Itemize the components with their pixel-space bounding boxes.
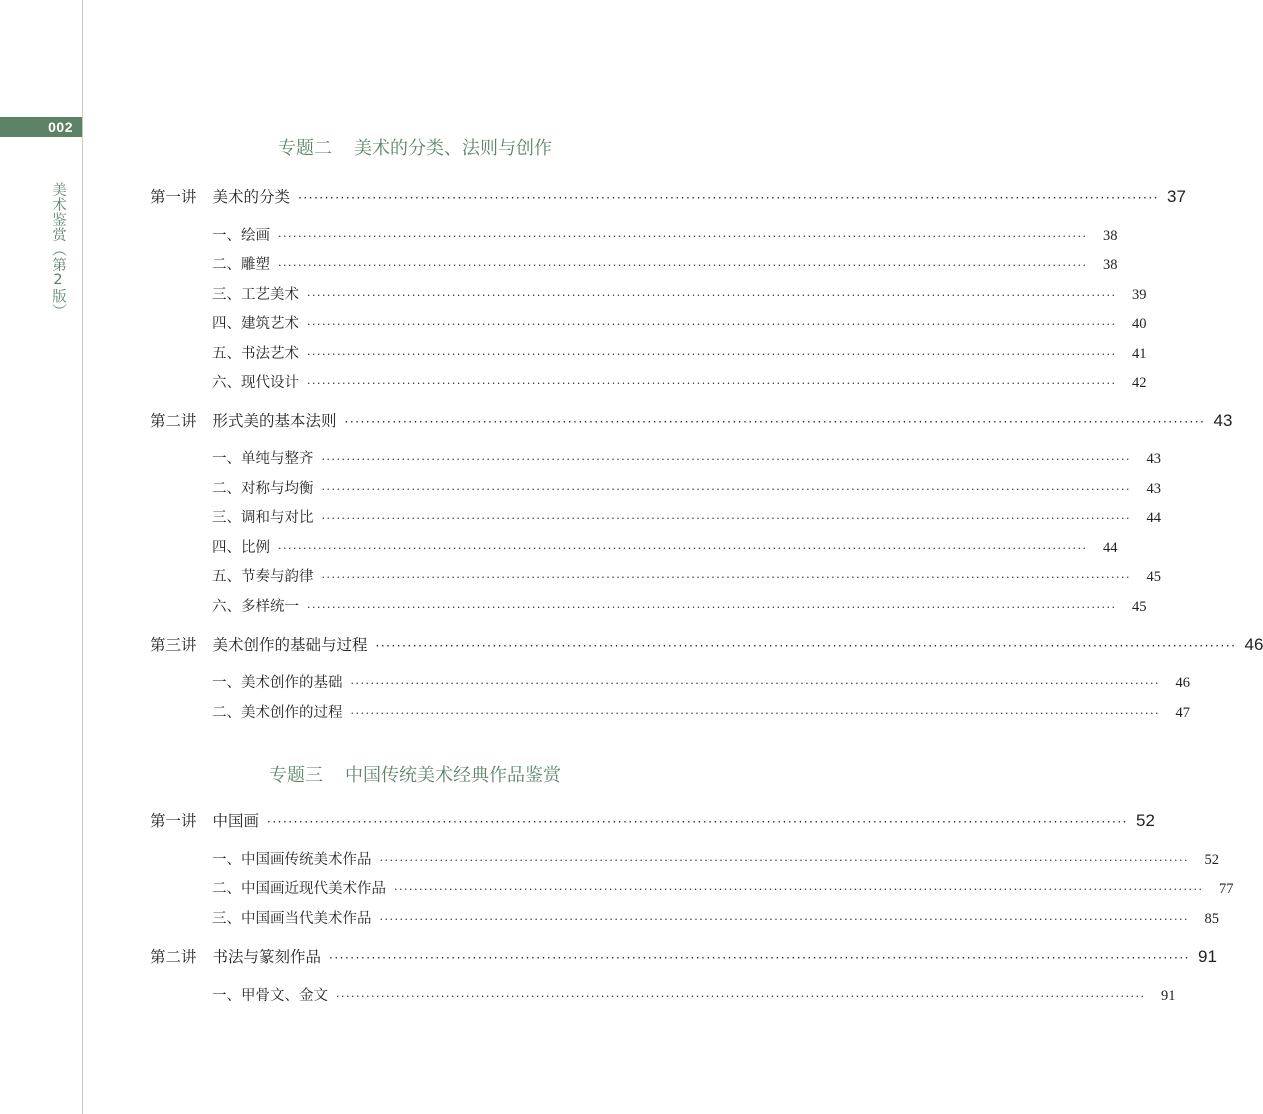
section-title: 六、多样统一 [212, 599, 299, 615]
leader-dots: ·································································································································································· [267, 815, 1128, 829]
section-title: 三、调和与对比 [212, 510, 314, 526]
toc-section-entry[interactable] [212, 477, 1161, 498]
section-title: 四、比例 [212, 540, 270, 556]
page-ref: 39 [1131, 287, 1147, 303]
toc-section-entry[interactable] [212, 312, 1147, 333]
topic-label: 专题三 [269, 765, 323, 786]
leader-dots: ·································································································································································· [329, 951, 1190, 965]
page-ref: 85 [1204, 911, 1219, 927]
section-title: 一、绘画 [212, 228, 270, 244]
lecture-number: 第一讲 [150, 188, 197, 206]
page-ref: 45 [1146, 569, 1161, 585]
lecture-title: 美术创作的基础与过程 [212, 636, 368, 654]
section-title: 四、建筑艺术 [212, 316, 299, 332]
lecture-number: 第二讲 [150, 948, 197, 966]
leader-dots: ·································································································································································· [394, 883, 1204, 896]
page-ref: 44 [1102, 540, 1118, 556]
leader-dots: ·································································································································································· [278, 259, 1088, 272]
leader-dots: ·································································································································································· [350, 677, 1160, 690]
topic-heading [150, 134, 680, 160]
page-ref: 91 [1197, 947, 1217, 966]
page-ref: 91 [1160, 988, 1176, 1004]
toc-section-entry[interactable] [212, 447, 1161, 468]
toc-lecture-entry[interactable] [150, 809, 1155, 831]
lecture-number: 第二讲 [150, 412, 197, 430]
page-ref: 38 [1102, 257, 1118, 273]
toc-section-entry[interactable] [212, 536, 1118, 557]
toc-section-entry[interactable] [212, 342, 1147, 363]
leader-dots: ·································································································································································· [379, 854, 1189, 867]
toc-section-entry[interactable] [212, 907, 1219, 928]
toc-section-entry[interactable] [212, 701, 1190, 722]
page-ref: 42 [1131, 375, 1147, 391]
section-title: 二、中国画近现代美术作品 [212, 881, 386, 897]
toc-section-entry[interactable] [212, 253, 1118, 274]
page-ref: 47 [1175, 705, 1190, 721]
leader-dots: ·································································································································································· [336, 990, 1146, 1003]
page-ref: 43 [1213, 411, 1233, 430]
page-ref: 46 [1175, 675, 1190, 691]
lecture-number: 第一讲 [150, 812, 197, 830]
section-title: 一、中国画传统美术作品 [212, 852, 372, 868]
leader-dots: ·································································································································································· [379, 913, 1189, 926]
toc-section-entry[interactable] [212, 506, 1161, 527]
leader-dots: ·································································································································································· [307, 601, 1117, 614]
leader-dots: ·································································································································································· [307, 318, 1117, 331]
toc-lecture-entry[interactable] [150, 633, 1263, 655]
section-title: 三、工艺美术 [212, 287, 299, 303]
leader-dots: ·································································································································································· [321, 483, 1131, 496]
page-ref: 52 [1135, 811, 1155, 830]
toc-section-entry[interactable] [212, 595, 1147, 616]
section-title: 一、美术创作的基础 [212, 675, 343, 691]
leader-dots: ·································································································································································· [278, 230, 1088, 243]
toc-section-entry[interactable] [212, 671, 1190, 692]
toc-section-entry[interactable] [212, 283, 1147, 304]
leader-dots: ·································································································································································· [321, 453, 1131, 466]
section-title: 二、美术创作的过程 [212, 705, 343, 721]
topic-title: 中国传统美术经典作品鉴赏 [345, 765, 561, 786]
page-ref: 41 [1131, 346, 1147, 362]
section-title: 二、对称与均衡 [212, 481, 314, 497]
section-title: 五、书法艺术 [212, 346, 299, 362]
topic-label: 专题二 [278, 138, 332, 159]
section-title: 二、雕塑 [212, 257, 270, 273]
page-ref: 43 [1146, 481, 1161, 497]
page-ref: 38 [1102, 228, 1118, 244]
section-title: 三、中国画当代美术作品 [212, 911, 372, 927]
leader-dots: ·································································································································································· [278, 542, 1088, 555]
toc-section-entry[interactable] [212, 848, 1219, 869]
leader-dots: ·································································································································································· [375, 639, 1237, 653]
section-title: 一、单纯与整齐 [212, 451, 314, 467]
toc-lecture-entry[interactable] [150, 185, 1186, 207]
margin-rule [82, 0, 83, 1114]
toc-section-entry[interactable] [212, 565, 1161, 586]
section-title: 五、节奏与韵律 [212, 569, 314, 585]
leader-dots: ·································································································································································· [307, 377, 1117, 390]
section-title: 一、甲骨文、金文 [212, 988, 328, 1004]
lecture-number: 第三讲 [150, 636, 197, 654]
lecture-title: 书法与篆刻作品 [212, 948, 322, 966]
toc-lecture-entry[interactable] [150, 409, 1233, 431]
toc-lecture-entry[interactable] [150, 945, 1217, 967]
leader-dots: ·································································································································································· [321, 512, 1131, 525]
toc-section-entry[interactable] [212, 371, 1147, 392]
toc-section-entry[interactable] [212, 224, 1118, 245]
leader-dots: ·································································································································································· [307, 348, 1117, 361]
page-number: 002 [0, 117, 82, 137]
lecture-title: 中国画 [212, 812, 260, 830]
page-ref: 43 [1146, 451, 1161, 467]
leader-dots: ·································································································································································· [307, 289, 1117, 302]
section-title: 六、现代设计 [212, 375, 299, 391]
page-ref: 52 [1204, 852, 1219, 868]
topic-title: 美术的分类、法则与创作 [354, 138, 552, 159]
leader-dots: ·································································································································································· [344, 415, 1206, 429]
page-ref: 40 [1131, 316, 1147, 332]
leader-dots: ·································································································································································· [350, 707, 1160, 720]
page-ref: 46 [1244, 635, 1263, 654]
lecture-title: 美术的分类 [212, 188, 291, 206]
page-ref: 44 [1146, 510, 1161, 526]
topic-heading [150, 761, 680, 787]
page-ref: 45 [1131, 599, 1147, 615]
running-book-title: 美术鉴赏（第2版） [50, 182, 66, 319]
lecture-title: 形式美的基本法则 [212, 412, 337, 430]
page-ref: 77 [1218, 881, 1234, 897]
leader-dots: ·································································································································································· [298, 191, 1159, 205]
toc-section-entry[interactable] [212, 877, 1234, 898]
leader-dots: ·································································································································································· [321, 571, 1131, 584]
toc-section-entry[interactable] [212, 984, 1176, 1005]
page-ref: 37 [1166, 187, 1186, 206]
